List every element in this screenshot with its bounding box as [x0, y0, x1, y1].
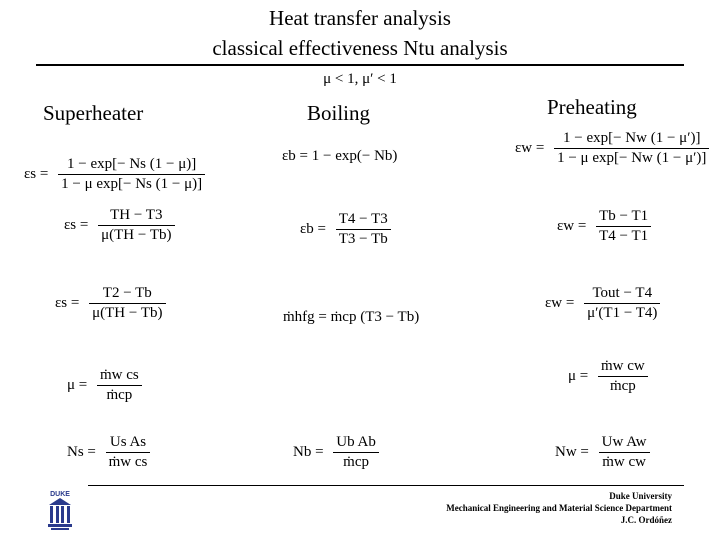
- superheater-temperature-equation: [64, 207, 175, 244]
- equation-lhs: Nw =: [555, 444, 589, 460]
- superheater-ntu-equation: [67, 434, 150, 471]
- numerator: Us As: [109, 434, 147, 450]
- equation-lhs: εw =: [557, 218, 587, 234]
- footer-department: Mechanical Engineering and Material Science Department: [446, 503, 672, 513]
- fraction: [554, 130, 709, 167]
- fraction: [584, 285, 660, 322]
- fraction: [596, 208, 651, 245]
- fraction: [333, 434, 379, 471]
- denominator: ṁw cs: [106, 452, 151, 471]
- footer-author: J.C. Ordóñez: [620, 515, 672, 525]
- denominator: ṁcp: [97, 385, 142, 404]
- numerator: Tout − T4: [592, 285, 653, 301]
- denominator: μ′(T1 − T4): [584, 303, 660, 322]
- footer-rule: [88, 485, 684, 486]
- preheating-temperature-equation: [557, 208, 651, 245]
- equation-lhs: μ =: [67, 377, 88, 393]
- equation-lhs: εs =: [64, 217, 89, 233]
- denominator: μ(TH − Tb): [89, 303, 165, 322]
- fraction: [98, 207, 174, 244]
- boiling-temperature-equation: [300, 211, 391, 248]
- duke-university-logo: [45, 489, 75, 531]
- denominator: 1 − μ exp[− Nw (1 − μ′)]: [554, 148, 709, 167]
- title-line-2: classical effectiveness Ntu analysis: [212, 36, 508, 60]
- numerator: Uw Aw: [601, 434, 647, 450]
- denominator: T4 − T1: [596, 226, 651, 245]
- denominator: ṁw cw: [599, 452, 650, 471]
- denominator: ṁcp: [333, 452, 379, 471]
- superheater-capacity-ratio-equation: [67, 367, 142, 404]
- fraction: [598, 358, 648, 395]
- numerator: 1 − exp[− Ns (1 − μ)]: [67, 156, 197, 172]
- preheating-ntu-equation: [555, 434, 650, 471]
- equation-lhs: εs =: [24, 166, 49, 182]
- numerator: TH − T3: [110, 207, 163, 223]
- numerator: ṁw cs: [100, 367, 139, 383]
- equation-lhs: εb =: [300, 221, 327, 237]
- superheater-effectiveness-equation: [24, 156, 205, 193]
- equation-lhs: Ns =: [67, 444, 96, 460]
- heading-preheating: Preheating: [547, 95, 637, 119]
- fraction: [89, 285, 165, 322]
- title-line-1: Heat transfer analysis: [269, 6, 451, 30]
- denominator: T3 − Tb: [336, 229, 391, 248]
- preheating-effectiveness-equation: [515, 130, 709, 167]
- numerator: 1 − exp[− Nw (1 − μ′)]: [562, 130, 701, 146]
- preheating-outlet-equation: [545, 285, 660, 322]
- numerator: T4 − T3: [338, 211, 388, 227]
- equation-lhs: εw =: [515, 140, 545, 156]
- denominator: μ(TH − Tb): [98, 225, 174, 244]
- title-rule: [36, 64, 684, 66]
- numerator: Ub Ab: [336, 434, 376, 450]
- footer-university: Duke University: [609, 491, 672, 501]
- numerator: Tb − T1: [599, 208, 649, 224]
- boiling-energy-balance-equation: ṁhfg = ṁcp (T3 − Tb): [283, 309, 420, 325]
- equation-lhs: εs =: [55, 295, 80, 311]
- boiling-ntu-equation: [293, 434, 379, 471]
- fraction: [336, 211, 391, 248]
- logo-wordmark: DUKE: [50, 491, 70, 498]
- denominator: ṁcp: [598, 376, 648, 395]
- numerator: ṁw cw: [601, 358, 645, 374]
- preheating-capacity-ratio-equation: [568, 358, 648, 395]
- condition-text: μ < 1, μ′ < 1: [323, 71, 397, 87]
- equation-lhs: εw =: [545, 295, 575, 311]
- boiling-effectiveness-equation: εb = 1 − exp(− Nb): [282, 148, 398, 164]
- heading-superheater: Superheater: [43, 101, 144, 125]
- denominator: 1 − μ exp[− Ns (1 − μ)]: [58, 174, 205, 193]
- fraction: [58, 156, 205, 193]
- equation-lhs: μ =: [568, 368, 589, 384]
- superheater-outlet-equation: [55, 285, 166, 322]
- equation-lhs: Nb =: [293, 444, 324, 460]
- fraction: [97, 367, 142, 404]
- numerator: T2 − Tb: [102, 285, 152, 301]
- fraction: [599, 434, 650, 471]
- fraction: [106, 434, 151, 471]
- heading-boiling: Boiling: [307, 101, 371, 125]
